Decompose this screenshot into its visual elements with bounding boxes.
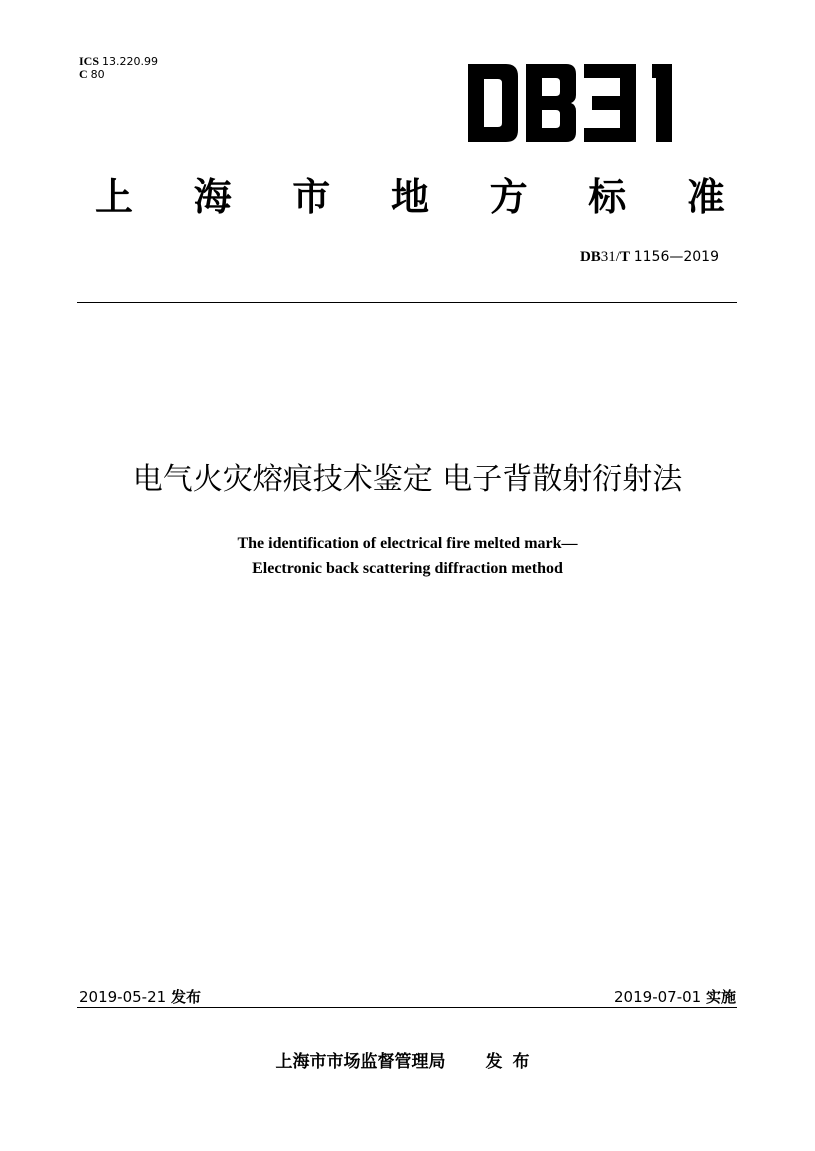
publish-date-value: 2019-05-21: [79, 988, 167, 1006]
header-divider: [77, 302, 737, 303]
standard-number: [580, 249, 719, 266]
publish-label: 发布: [170, 988, 201, 1006]
issuer-name: 上海市市场监督管理局: [275, 1052, 446, 1072]
implement-date: [614, 986, 736, 1007]
ccs-label: C: [79, 67, 88, 81]
std-t: T: [619, 249, 630, 265]
ccs-line: [79, 68, 158, 81]
region-title-char: 方: [489, 174, 528, 219]
std-prefix: DB: [579, 249, 601, 265]
ics-code: 13.220.99: [102, 55, 158, 68]
ics-label: ICS: [79, 54, 100, 68]
region-title-char: 标: [588, 174, 627, 219]
implement-label: 实施: [705, 988, 736, 1006]
region-title-char: 上: [94, 174, 133, 219]
english-title: [0, 531, 815, 581]
std-body: 31/: [600, 249, 620, 265]
std-number-value: 1156—2019: [633, 249, 719, 265]
english-title-line2: Electronic back scattering diffraction method: [252, 560, 563, 577]
publish-date: [79, 986, 201, 1007]
region-title-char: 准: [686, 174, 725, 219]
classification-codes: [79, 55, 158, 81]
issuer-line: [0, 1047, 815, 1072]
chinese-title: 电气火灾熔痕技术鉴定 电子背散射衍射法: [132, 462, 683, 497]
footer-divider: [77, 1007, 737, 1008]
region-standard-title: [90, 168, 730, 218]
english-title-line1: The identification of electrical fire melted mark—: [237, 535, 578, 552]
issuer-action: 发布: [485, 1052, 540, 1072]
implement-date-value: 2019-07-01: [614, 988, 702, 1006]
db31-logo: [468, 64, 692, 142]
ccs-code: 80: [90, 68, 105, 81]
region-title-char: 市: [292, 174, 331, 219]
region-title-char: 地: [390, 174, 429, 219]
region-title-char: 海: [193, 174, 232, 219]
